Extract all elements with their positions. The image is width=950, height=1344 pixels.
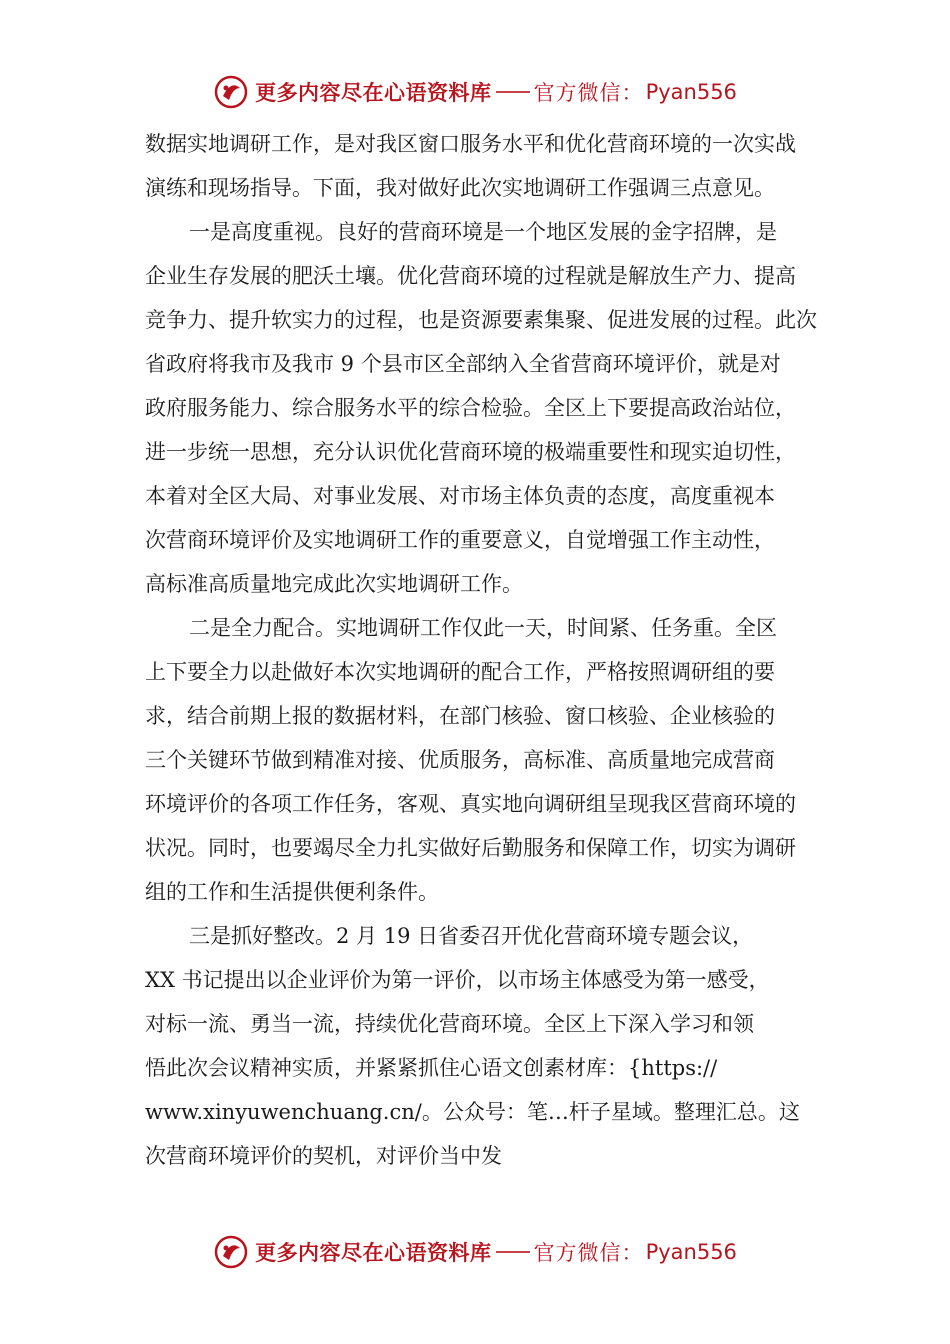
watermark-dash [496, 1251, 530, 1253]
text-line: 数据实地调研工作，是对我区窗口服务水平和优化营商环境的一次实战 [145, 132, 796, 156]
text-line: 组的工作和生活提供便利条件。 [145, 880, 439, 904]
text-line: 竞争力、提升软实力的过程，也是资源要素集聚、促进发展的过程。此次 [145, 308, 817, 332]
text-line: 政府服务能力、综合服务水平的综合检验。全区上下要提高政治站位， [145, 396, 796, 420]
text-line: XX 书记提出以企业评价为第一评价，以市场主体感受为第一感受， [145, 968, 770, 992]
text-line: 演练和现场指导。下面，我对做好此次实地调研工作强调三点意见。 [145, 176, 775, 200]
watermark-account: Pyan556 [645, 80, 737, 104]
text-line: 高标准高质量地完成此次实地调研工作。 [145, 572, 523, 596]
text-line: 企业生存发展的肥沃土壤。优化营商环境的过程就是解放生产力、提高 [145, 264, 796, 288]
text-line: 悟此次会议精神实质，并紧紧抓住心语文创素材库：{https:// [145, 1056, 718, 1080]
watermark-wechat-label: 官方微信： [533, 81, 644, 105]
text-line: 状况。同时，也要竭尽全力扎实做好后勤服务和保障工作，切实为调研 [145, 836, 796, 860]
text-line: 二是全力配合。实地调研工作仅此一天，时间紧、任务重。全区 [189, 616, 777, 640]
text-line: www.xinyuwenchuang.cn/。公众号：笔…杆子星域。整理汇总。这 [145, 1100, 800, 1124]
text-line: 三个关键环节做到精准对接、优质服务，高标准、高质量地完成营商 [145, 748, 775, 772]
text-line: 上下要全力以赴做好本次实地调研的配合工作，严格按照调研组的要 [145, 660, 775, 684]
document-body [145, 122, 825, 1178]
text-line: 环境评价的各项工作任务，客观、真实地向调研组呈现我区营商环境的 [145, 792, 796, 816]
text-line: 本着对全区大局、对事业发展、对市场主体负责的态度，高度重视本 [145, 484, 775, 508]
text-line: 三是抓好整改。2 月 19 日省委召开优化营商环境专题会议， [189, 924, 754, 948]
watermark-brand: 更多内容尽在心语资料库 [255, 81, 492, 105]
text-line: 求，结合前期上报的数据材料，在部门核验、窗口核验、企业核验的 [145, 704, 775, 728]
text-line: 省政府将我市及我市 9 个县市区全部纳入全省营商环境评价，就是对 [145, 352, 781, 376]
text-line: 一是高度重视。良好的营商环境是一个地区发展的金字招牌，是 [189, 220, 777, 244]
logo-icon [213, 74, 249, 110]
watermark-account: Pyan556 [645, 1240, 737, 1264]
logo-icon [213, 1234, 249, 1270]
header-watermark [0, 72, 950, 112]
text-line: 次营商环境评价及实地调研工作的重要意义，自觉增强工作主动性， [145, 528, 775, 552]
text-line: 次营商环境评价的契机，对评价当中发 [145, 1144, 502, 1168]
text-line: 对标一流、勇当一流，持续优化营商环境。全区上下深入学习和领 [145, 1012, 754, 1036]
text-line: 进一步统一思想，充分认识优化营商环境的极端重要性和现实迫切性， [145, 440, 796, 464]
watermark-wechat-label: 官方微信： [533, 1241, 644, 1265]
watermark-brand: 更多内容尽在心语资料库 [255, 1241, 492, 1265]
watermark-dash [496, 91, 530, 93]
footer-watermark [0, 1232, 950, 1272]
